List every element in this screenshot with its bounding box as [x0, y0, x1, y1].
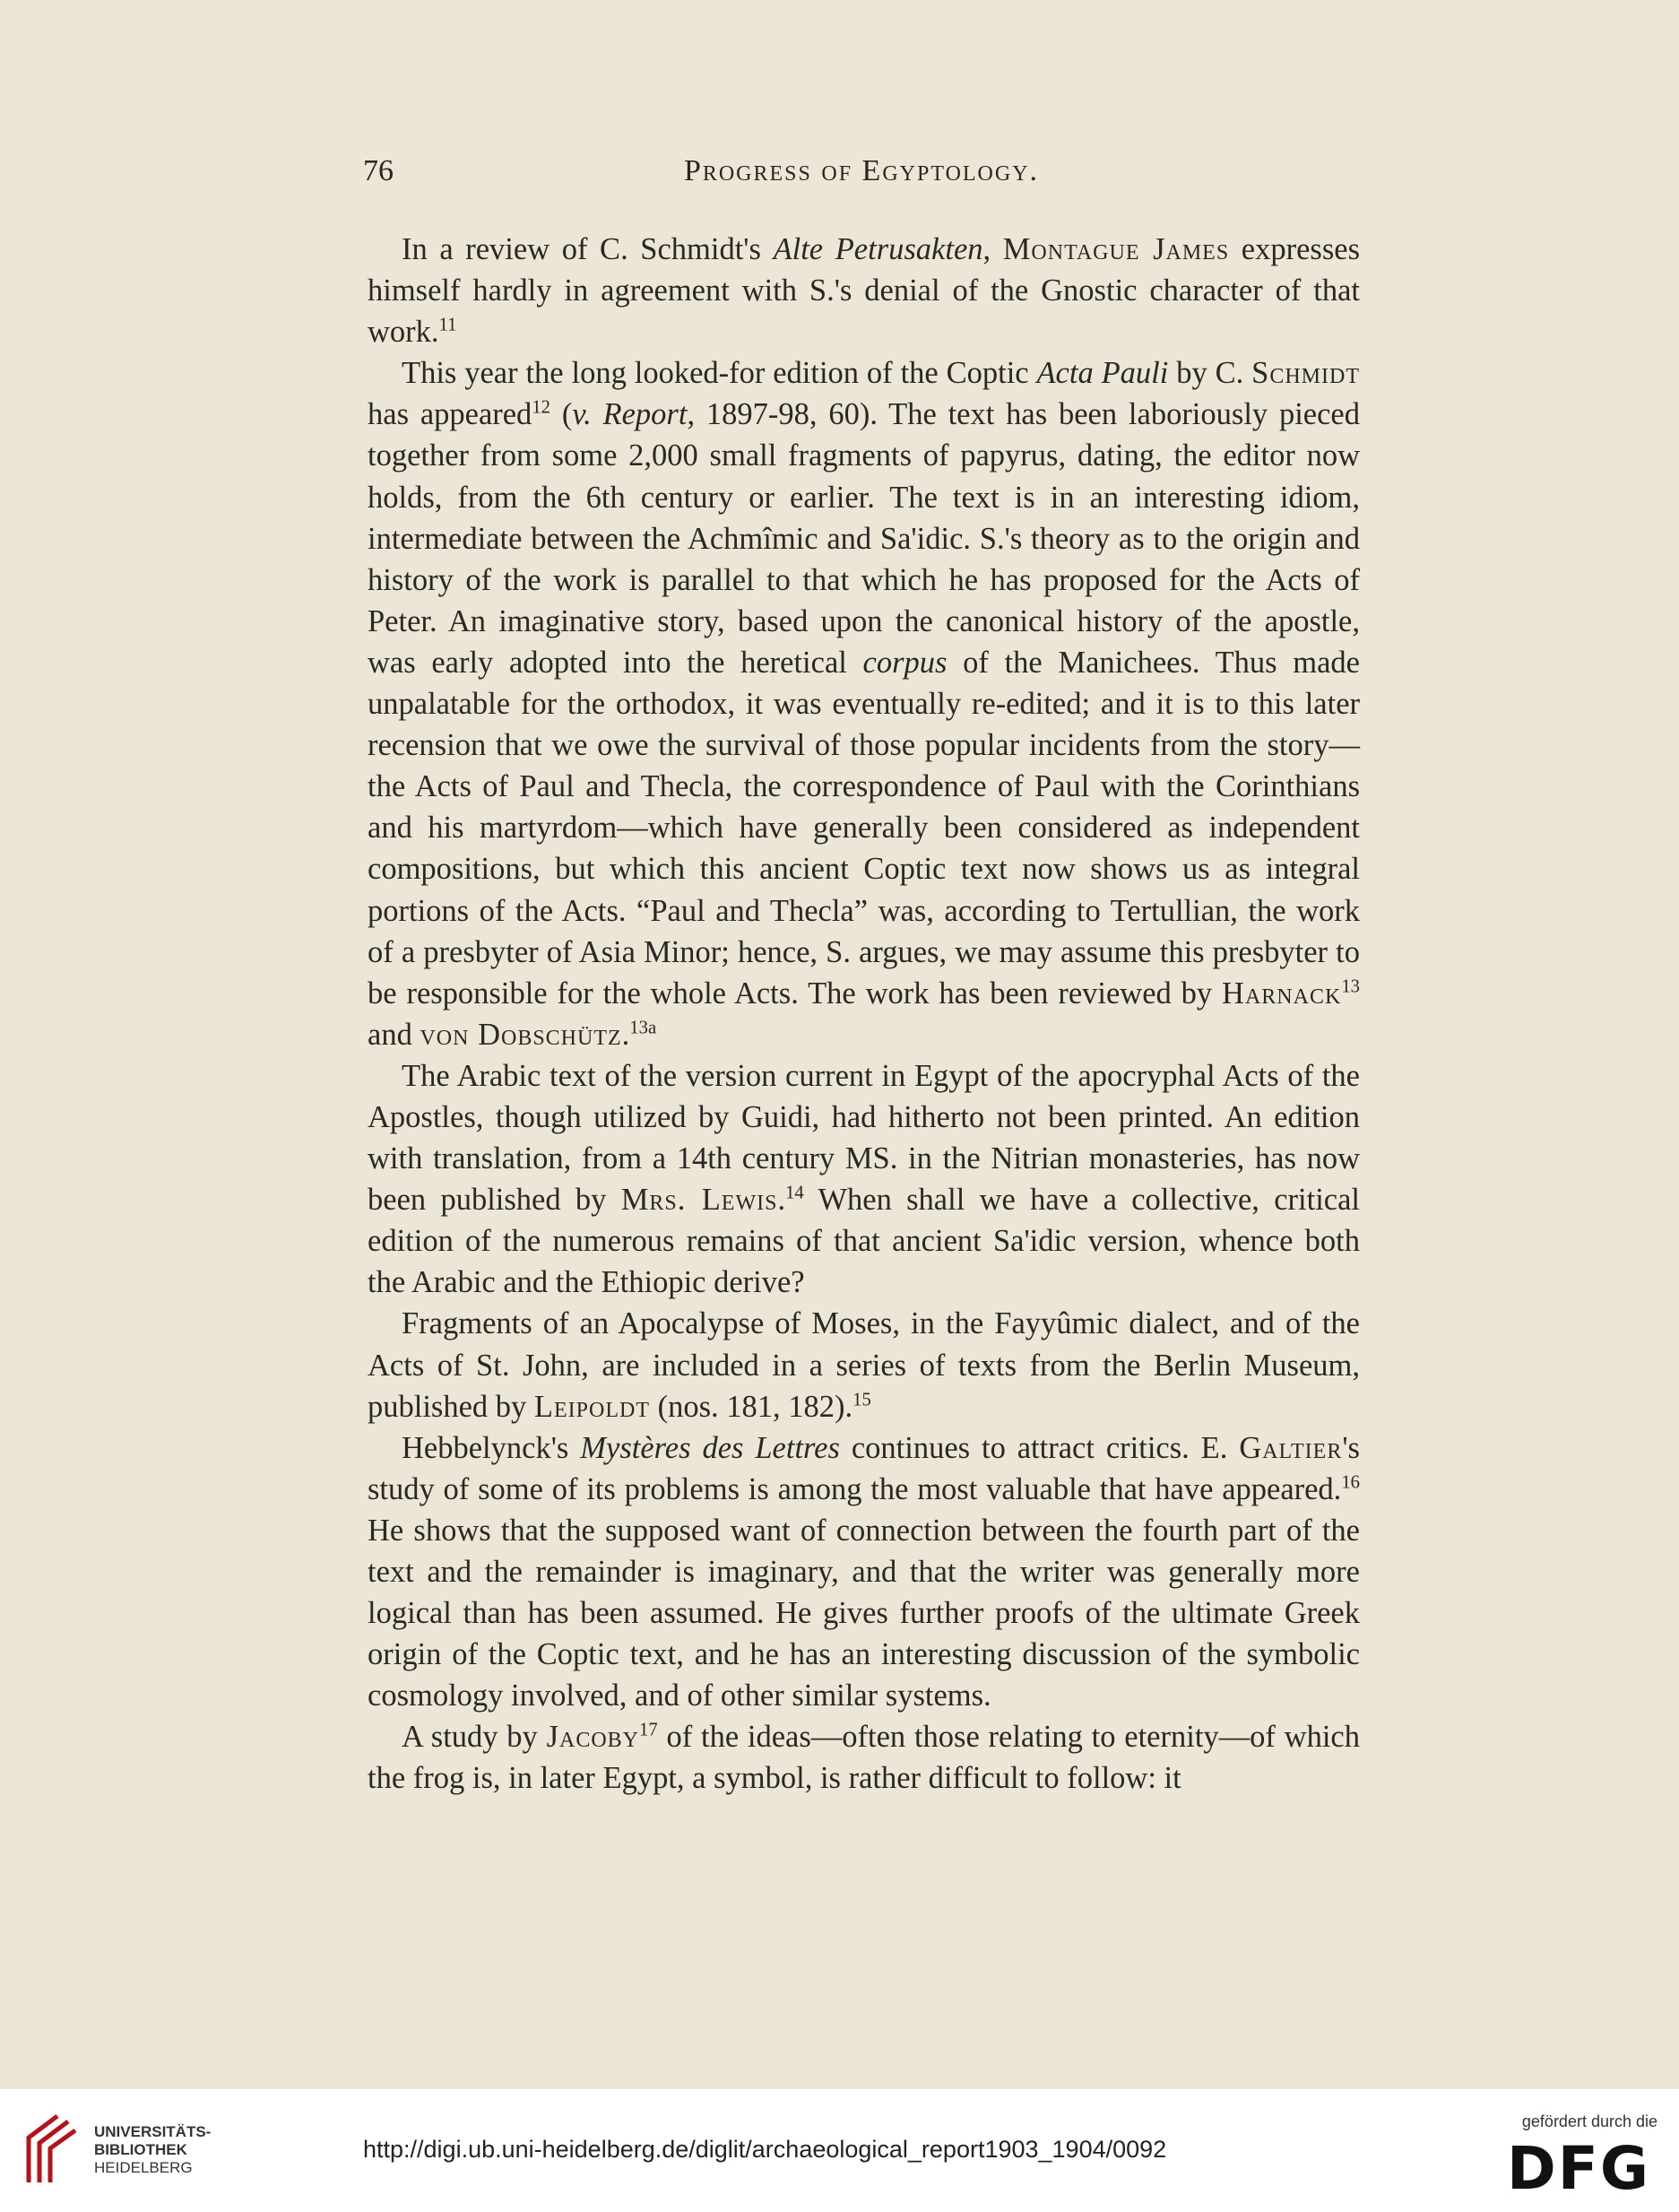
digitization-footer — [0, 2089, 1679, 2212]
footnote-ref: 15 — [852, 1390, 871, 1410]
page-header — [363, 154, 1360, 199]
body-text — [368, 229, 1360, 1800]
author-name: Galtier — [1239, 1430, 1343, 1465]
dfg-logo: DFG — [1506, 2134, 1650, 2203]
permalink[interactable]: http://digi.ub.uni-heidelberg.de/diglit/archaeological_report1903_1904/0092 — [363, 2136, 1167, 2163]
author-name: Leipoldt — [533, 1389, 650, 1424]
footnote-ref: 11 — [438, 315, 457, 335]
author-name: Mrs. Lewis — [620, 1183, 778, 1218]
author-name: Schmidt — [1251, 356, 1361, 391]
footnote-ref: 16 — [1341, 1472, 1360, 1493]
footnote-ref: 17 — [639, 1720, 658, 1740]
footnote-ref: 14 — [785, 1183, 804, 1203]
paragraph: This year the long looked-for edition of the Coptic Acta Pauli by C. Schmidt has appeared$^{12}$ (v. Report, 1897-98, 60). The text has been laboriously pieced together from some 2,000 small fragments of papyrus, dating, the editor now holds, from the 6th century or earlier. The text is in an interesting idiom, intermediate between the Achmîmic and Sa'idic. S.'s theory as to the origin and history of the work is parallel to that which he has proposed for the Acts of Peter. An imaginative story, based upon the canonical history of the apostle, was early adopted into the heretical corpus of the Manichees. Thus made unpalatable for the orthodox, it was eventually re-edited; and it is to this later recension that we owe the survival of those popular incidents from the story—the Acts of Paul and Thecla, the correspondence of Paul with the Corinthians and his martyrdom—which have generally been considered as independent compositions, but which this ancient Coptic text now shows us as integral portions of the Acts. “Paul and Thecla” was, according to Tertullian, the work of a presbyter of Asia Minor; hence, S. argues, we may assume this presbyter to be responsible for the whole Acts. The work has been reviewed by Harnack$^{13}$ and von Dobschütz.$^{13a}$ — [368, 356, 1361, 1052]
author-name: Montague James — [1002, 232, 1230, 266]
footnote-ref: 13a — [629, 1018, 657, 1038]
running-title: Progress of Egyptology. — [683, 154, 1040, 187]
footnote-ref: 13 — [1341, 976, 1360, 997]
author-name: Harnack — [1222, 976, 1342, 1011]
funder-text: gefördert durch die — [1521, 2112, 1657, 2130]
paragraph: A study by Jacoby$^{17}$ of the ideas—often those relating to eternity—of which the frog is, in later Egypt, a symbol, is rather difficult to follow: it — [368, 1720, 1360, 1796]
author-name: Jacoby — [546, 1720, 640, 1755]
author-name: von Dobschütz — [420, 1017, 622, 1052]
library-name: UNIVERSITÄTS- BIBLIOTHEK HEIDELBERG — [94, 2123, 212, 2176]
paragraph: In a review of C. Schmidt's Alte Petrusakten, Montague James expresses himself hardly in agreement with S.'s denial of the Gnostic character of that work.$^{11}$ — [368, 232, 1361, 350]
paragraph: The Arabic text of the version current in Egypt of the apocryphal Acts of the Apostles, though utilized by Guidi, had hitherto not been printed. An edition with translation, from a 14th century MS. in the Nitrian monasteries, has now been published by Mrs. Lewis.$^{14}$ When shall we have a collective, critical edition of the numerous remains of that ancient Sa'idic version, whence both the Arabic and the Ethiopic derive? — [368, 1058, 1360, 1300]
paragraph: Fragments of an Apocalypse of Moses, in the Fayyûmic dialect, and of the Acts of St. John, are included in a series of texts from the Berlin Museum, published by Leipoldt (nos. 181, 182).$^{15}$ — [368, 1306, 1360, 1424]
paragraph: Hebbelynck's Mystères des Lettres continues to attract critics. E. Galtier's study of some of its problems is among the most valuable that have appeared.$^{16}$ He shows that the supposed want of connection between the fourth part of the text and the remainder is imaginary, and that the writer was generally more logical than has been assumed. He gives further proofs of the ultimate Greek origin of the Coptic text, and he has an interesting discussion of the symbolic cosmology involved, and of other similar systems. — [368, 1430, 1360, 1713]
page-number: 76 — [363, 154, 394, 187]
footnote-ref: 12 — [532, 397, 550, 418]
university-library-logo-icon — [22, 2111, 79, 2186]
